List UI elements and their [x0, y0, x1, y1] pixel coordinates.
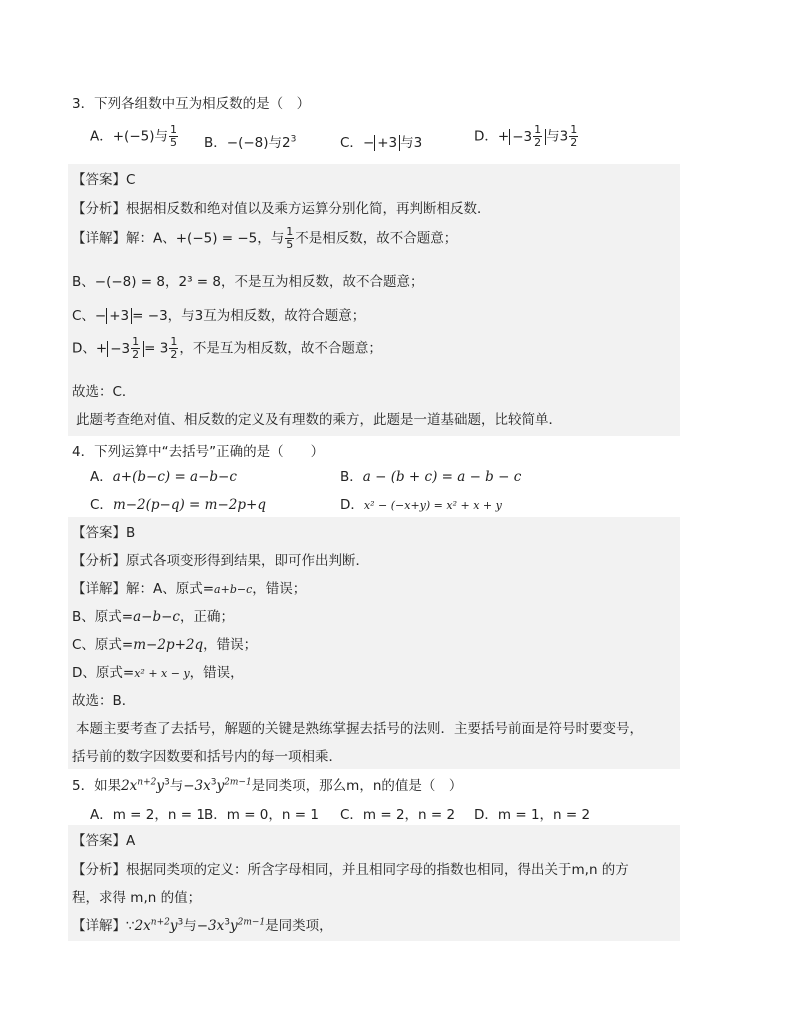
q3-detail-d-whole: −3 [110, 340, 131, 357]
q3-answer: 【答案】C [72, 172, 136, 188]
frac-num: 1 [534, 123, 542, 136]
q3-detail-d-fraction [131, 336, 140, 361]
q5-detail-term2-y: y [230, 918, 238, 934]
frac-num: 1 [570, 123, 578, 136]
q5-term1-sup: n+2 [137, 777, 157, 788]
q5-detail-term1-ysup: 3 [177, 917, 184, 928]
frac-den: 2 [534, 136, 542, 149]
q5-detail-term2: −3x [196, 918, 225, 934]
q4-option-b-label: B． [340, 469, 363, 485]
q5-detail [72, 914, 333, 934]
q5-stem-mid: 与 [169, 778, 184, 794]
q3-detail-d [72, 336, 382, 361]
q3-detail-a-post: 不是相反数，故不合题意； [295, 230, 458, 247]
q4-detail-c-post: ，错误； [203, 637, 258, 653]
q4-stem: 4．下列运算中“去括号”正确的是（ ） [72, 444, 325, 460]
q4-option-c-label: C． [90, 497, 113, 513]
q4-option-c [90, 493, 266, 513]
q4-choice: 故选：B． [72, 693, 136, 709]
q5-stem-pre: 5．如果 [72, 778, 122, 794]
q3-option-c-abs: +3 [374, 135, 400, 151]
q3-detail-a-fraction [285, 226, 294, 251]
q3-option-d-mid: 与3 [546, 128, 569, 145]
q3-option-b-sup: 3 [290, 134, 297, 145]
q3-option-d-whole: −3 [512, 128, 533, 145]
q5-detail-term2-ysup: 2m−1 [237, 917, 266, 928]
q3-detail-a-pre: 【详解】解：A、+(−5) = −5，与 [72, 230, 285, 247]
q3-option-a-expr: +(−5)与 [112, 128, 168, 145]
q4-detail-d-math: x² + x − y [134, 667, 190, 680]
q5-detail-mid: 与 [183, 918, 197, 934]
q4-option-c-expr: m−2(p−q) = m−2p+q [112, 497, 266, 513]
q3-option-d-fraction [533, 124, 542, 149]
q5-option-a: A．m = 2，n = 1 [90, 807, 205, 823]
q3-detail-c-post: = −3，与3互为相反数，故符合题意； [132, 308, 366, 324]
q4-detail-b [72, 605, 234, 625]
q4-option-d-label: D． [340, 497, 364, 513]
frac-den: 5 [286, 238, 294, 251]
q3-detail-b: B、−(−8) = 8，2³ = 8，不是互为相反数，故不合题意； [72, 274, 424, 290]
q3-option-d-pre: + [497, 128, 510, 145]
q5-term2-y: y [216, 778, 225, 794]
q4-detail-b-pre: B、原式= [72, 609, 134, 625]
q3-comment: 此题考查绝对值、相反数的定义及有理数的乘方，此题是一道基础题，比较简单． [76, 412, 562, 428]
q4-solution-block [68, 517, 680, 769]
q5-stem-post: 是同类项，那么m，n的值是（ ） [251, 778, 463, 794]
q3-analysis: 【分析】根据相反数和绝对值以及乘方运算分别化简，再判断相反数． [72, 201, 491, 217]
q3-detail-d-pre: D、+ [72, 340, 108, 357]
q3-option-d-fraction2 [569, 124, 578, 149]
frac-num: 1 [170, 335, 178, 348]
q4-detail-a-pre: 【详解】解：A、原式= [72, 581, 215, 597]
frac-den: 2 [170, 348, 178, 361]
q3-detail-d-mid: = 3 [144, 340, 169, 357]
q3-detail-d-post: ，不是互为相反数，故不合题意； [179, 340, 382, 357]
q4-analysis: 【分析】原式各项变形得到结果，即可作出判断． [72, 553, 369, 569]
q4-option-a-expr: a+(b−c) = a−b−c [112, 469, 237, 485]
q4-option-d-expr: x² − (−x+y) = x² + x + y [363, 499, 502, 512]
q4-option-b [340, 465, 521, 485]
q5-solution-block [68, 825, 680, 941]
q5-term2-ysup: 2m−1 [224, 777, 252, 788]
q3-option-b-expr: −(−8)与2 [226, 135, 291, 151]
q5-detail-term1-y: y [169, 918, 178, 934]
q5-answer: 【答案】A [72, 833, 136, 849]
q5-detail-term2-sup: 3 [224, 917, 230, 928]
q4-option-a-label: A． [90, 469, 113, 485]
q5-option-b: B．m = 0，n = 1 [204, 807, 319, 823]
frac-num: 1 [170, 123, 177, 136]
q3-detail-c-abs: +3 [106, 308, 132, 324]
q4-detail-a-math: a+b−c [214, 583, 253, 596]
q4-detail-b-post: ，正确； [179, 609, 234, 625]
q4-answer: 【答案】B [72, 525, 136, 541]
q5-term2-sup: 3 [210, 777, 217, 788]
q3-option-c-pre: − [362, 135, 375, 151]
frac-den: 2 [132, 348, 140, 361]
q4-detail-d-pre: D、原式= [72, 665, 135, 681]
q4-detail-a-post: ，错误； [252, 581, 307, 597]
q4-option-a [90, 465, 237, 485]
q3-option-b [204, 131, 296, 151]
q4-detail-b-math: a−b−c [133, 609, 180, 625]
q3-detail-c-pre: C、− [72, 308, 107, 324]
q5-term1: 2x [121, 778, 138, 794]
q5-detail-pre: 【详解】∵ [72, 918, 135, 934]
q3-solution-block [68, 164, 680, 436]
q5-stem [72, 774, 462, 794]
q5-analysis-2: 程，求得 m,n 的值； [72, 890, 202, 906]
q5-option-c: C．m = 2，n = 2 [340, 807, 456, 823]
frac-num: 1 [286, 225, 294, 238]
frac-den: 5 [170, 136, 177, 149]
q5-term1-y: y [156, 778, 165, 794]
q3-option-c-post: 与3 [400, 135, 423, 151]
q3-option-b-label: B． [204, 135, 227, 151]
q3-detail-c [72, 304, 365, 324]
q5-term2: −3x [183, 778, 211, 794]
q3-option-d-label: D． [474, 128, 498, 145]
q5-detail-term1: 2x [134, 918, 151, 934]
q3-stem: 3．下列各组数中互为相反数的是（ ） [72, 96, 311, 112]
q3-option-a-label: A． [90, 128, 113, 145]
q3-detail-d-fraction2 [169, 336, 178, 361]
q4-detail-c-math: m−2p+2q [133, 637, 204, 653]
q4-detail-c [72, 633, 257, 653]
q4-detail-c-pre: C、原式= [72, 637, 134, 653]
q5-option-d: D．m = 1，n = 2 [474, 807, 591, 823]
q5-detail-term1-sup: n+2 [150, 917, 170, 928]
q3-option-c-label: C． [340, 135, 363, 151]
q4-detail-d [72, 661, 244, 681]
q5-analysis-1: 【分析】根据同类项的定义：所含字母相同，并且相同字母的指数也相同，得出关于m,n 的方 [72, 862, 629, 878]
q4-detail-d-post: ，错误， [189, 665, 244, 681]
q3-choice: 故选：C． [72, 384, 136, 400]
q3-option-d [474, 124, 579, 149]
q4-comment-2: 括号前的数字因数要和括号内的每一项相乘． [72, 749, 342, 765]
q3-detail-d-abs [107, 335, 144, 361]
q4-detail-a [72, 577, 306, 597]
q5-term1-ysup: 3 [164, 777, 170, 788]
frac-den: 2 [570, 136, 578, 149]
q3-option-c [340, 131, 422, 151]
q3-option-a-fraction [169, 124, 178, 149]
q4-option-b-expr: a − (b + c) = a − b − c [362, 469, 522, 485]
frac-num: 1 [132, 335, 140, 348]
q3-detail-a [72, 226, 457, 251]
q5-detail-post: 是同类项， [265, 918, 333, 934]
q4-option-d [340, 493, 502, 513]
q3-option-a [90, 124, 179, 149]
q3-option-d-abs [509, 123, 546, 149]
q4-comment-1: 本题主要考查了去括号，解题的关键是熟练掌握去括号的法则．主要括号前面是符号时要变号， [76, 721, 643, 737]
